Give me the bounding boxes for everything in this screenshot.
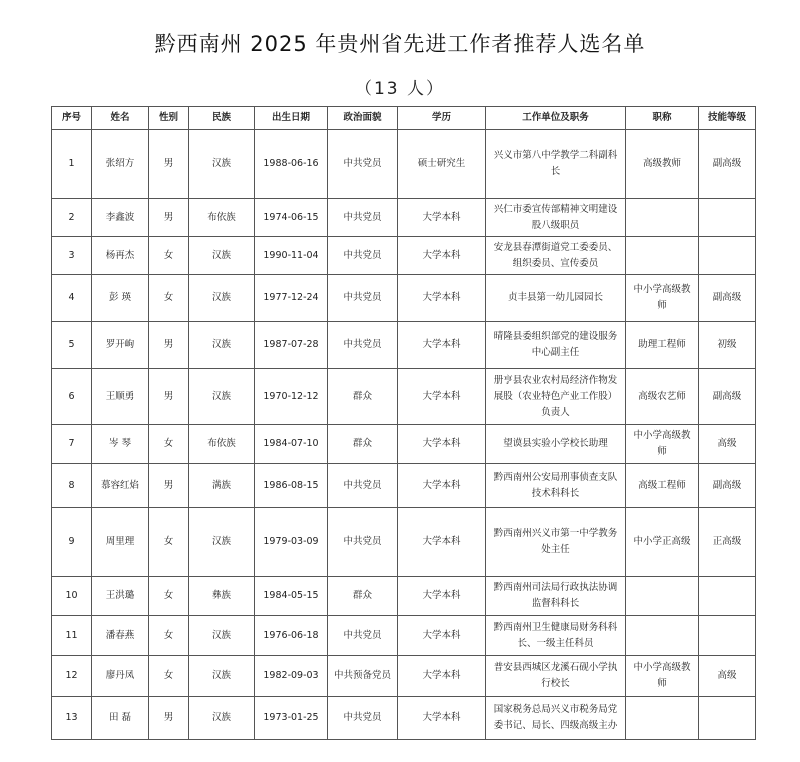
header-professional-title: 职称	[626, 107, 699, 130]
cell-political-status: 中共党员	[328, 130, 398, 199]
cell-education: 大学本科	[398, 369, 486, 425]
cell-education: 大学本科	[398, 199, 486, 237]
cell-political-status: 群众	[328, 369, 398, 425]
table-row	[52, 369, 756, 425]
cell-birth-date: 1990-11-04	[255, 237, 328, 275]
cell-name: 岑 琴	[92, 425, 149, 464]
cell-gender: 女	[149, 616, 189, 656]
cell-birth-date: 1973-01-25	[255, 697, 328, 740]
cell-index: 13	[52, 697, 92, 740]
table-row	[52, 275, 756, 322]
cell-birth-date: 1984-05-15	[255, 577, 328, 616]
cell-political-status: 中共党员	[328, 237, 398, 275]
header-gender: 性别	[149, 107, 189, 130]
cell-name: 罗开岣	[92, 322, 149, 369]
cell-political-status: 中共党员	[328, 322, 398, 369]
header-ethnicity: 民族	[189, 107, 255, 130]
table-header-row	[52, 107, 756, 130]
cell-index: 6	[52, 369, 92, 425]
cell-education: 大学本科	[398, 237, 486, 275]
cell-ethnicity: 汉族	[189, 616, 255, 656]
cell-name: 田 磊	[92, 697, 149, 740]
cell-education: 大学本科	[398, 275, 486, 322]
cell-birth-date: 1984-07-10	[255, 425, 328, 464]
cell-birth-date: 1974-06-15	[255, 199, 328, 237]
cell-education: 大学本科	[398, 656, 486, 697]
cell-name: 彭 瑛	[92, 275, 149, 322]
header-political-status: 政治面貌	[328, 107, 398, 130]
cell-name: 杨再杰	[92, 237, 149, 275]
cell-skill-level: 初级	[699, 322, 756, 369]
header-skill-level: 技能等级	[699, 107, 756, 130]
cell-gender: 男	[149, 697, 189, 740]
cell-workplace: 册亨县农业农村局经济作物发展股（农业特色产业工作股）负责人	[486, 369, 626, 425]
header-name: 姓名	[92, 107, 149, 130]
cell-gender: 男	[149, 369, 189, 425]
cell-birth-date: 1986-08-15	[255, 464, 328, 508]
table-row	[52, 464, 756, 508]
cell-index: 9	[52, 508, 92, 577]
cell-skill-level: 副高级	[699, 130, 756, 199]
cell-ethnicity: 汉族	[189, 130, 255, 199]
cell-professional-title: 中小学高级教师	[626, 656, 699, 697]
cell-gender: 女	[149, 275, 189, 322]
cell-name: 周里理	[92, 508, 149, 577]
cell-gender: 女	[149, 656, 189, 697]
table-row	[52, 237, 756, 275]
cell-name: 潘春燕	[92, 616, 149, 656]
cell-gender: 男	[149, 464, 189, 508]
cell-ethnicity: 汉族	[189, 275, 255, 322]
cell-political-status: 中共党员	[328, 508, 398, 577]
cell-index: 2	[52, 199, 92, 237]
table-body	[52, 130, 756, 740]
cell-education: 大学本科	[398, 697, 486, 740]
cell-skill-level: 高级	[699, 656, 756, 697]
cell-gender: 女	[149, 425, 189, 464]
cell-skill-level	[699, 697, 756, 740]
cell-professional-title: 助理工程师	[626, 322, 699, 369]
cell-birth-date: 1979-03-09	[255, 508, 328, 577]
cell-skill-level	[699, 616, 756, 656]
cell-ethnicity: 彝族	[189, 577, 255, 616]
cell-education: 大学本科	[398, 425, 486, 464]
table-row	[52, 616, 756, 656]
header-education: 学历	[398, 107, 486, 130]
cell-index: 3	[52, 237, 92, 275]
header-workplace: 工作单位及职务	[486, 107, 626, 130]
cell-workplace: 兴义市第八中学教学二科副科长	[486, 130, 626, 199]
cell-professional-title: 高级教师	[626, 130, 699, 199]
table-row	[52, 425, 756, 464]
cell-ethnicity: 汉族	[189, 508, 255, 577]
cell-professional-title	[626, 199, 699, 237]
cell-gender: 女	[149, 508, 189, 577]
table-row	[52, 322, 756, 369]
cell-ethnicity: 布依族	[189, 199, 255, 237]
cell-index: 5	[52, 322, 92, 369]
cell-index: 4	[52, 275, 92, 322]
cell-ethnicity: 汉族	[189, 656, 255, 697]
cell-skill-level: 副高级	[699, 369, 756, 425]
cell-education: 大学本科	[398, 508, 486, 577]
cell-ethnicity: 汉族	[189, 322, 255, 369]
cell-birth-date: 1976-06-18	[255, 616, 328, 656]
cell-skill-level	[699, 199, 756, 237]
cell-workplace: 黔西南州卫生健康局财务科科长、一级主任科员	[486, 616, 626, 656]
cell-gender: 男	[149, 130, 189, 199]
table-row	[52, 656, 756, 697]
cell-skill-level: 正高级	[699, 508, 756, 577]
cell-political-status: 中共党员	[328, 697, 398, 740]
cell-workplace: 望谟县实验小学校长助理	[486, 425, 626, 464]
cell-professional-title: 中小学正高级	[626, 508, 699, 577]
cell-skill-level: 高级	[699, 425, 756, 464]
cell-education: 大学本科	[398, 322, 486, 369]
cell-workplace: 兴仁市委宣传部精神文明建设股八级职员	[486, 199, 626, 237]
candidate-table	[51, 106, 756, 740]
cell-index: 11	[52, 616, 92, 656]
cell-gender: 男	[149, 199, 189, 237]
cell-workplace: 黔西南州公安局刑事侦查支队技术科科长	[486, 464, 626, 508]
cell-skill-level: 副高级	[699, 464, 756, 508]
cell-political-status: 群众	[328, 577, 398, 616]
cell-political-status: 中共党员	[328, 616, 398, 656]
cell-birth-date: 1988-06-16	[255, 130, 328, 199]
table-row	[52, 577, 756, 616]
cell-name: 王顺勇	[92, 369, 149, 425]
cell-professional-title: 中小学高级教师	[626, 275, 699, 322]
table-row	[52, 130, 756, 199]
cell-birth-date: 1977-12-24	[255, 275, 328, 322]
cell-workplace: 黔西南州兴义市第一中学教务处主任	[486, 508, 626, 577]
cell-ethnicity: 汉族	[189, 369, 255, 425]
cell-index: 12	[52, 656, 92, 697]
page-subtitle: （13 人）	[354, 79, 446, 99]
cell-workplace: 普安县西城区龙溪石砚小学执行校长	[486, 656, 626, 697]
cell-workplace: 晴隆县委组织部党的建设服务中心副主任	[486, 322, 626, 369]
cell-workplace: 黔西南州司法局行政执法协调监督科科长	[486, 577, 626, 616]
cell-education: 硕士研究生	[398, 130, 486, 199]
cell-index: 7	[52, 425, 92, 464]
cell-index: 1	[52, 130, 92, 199]
header-index: 序号	[52, 107, 92, 130]
cell-name: 王洪璐	[92, 577, 149, 616]
header-birth-date: 出生日期	[255, 107, 328, 130]
cell-workplace: 安龙县春潭街道党工委委员、组织委员、宣传委员	[486, 237, 626, 275]
cell-name: 张绍方	[92, 130, 149, 199]
cell-professional-title	[626, 616, 699, 656]
cell-political-status: 中共党员	[328, 464, 398, 508]
cell-workplace: 国家税务总局兴义市税务局党委书记、局长、四级高级主办	[486, 697, 626, 740]
cell-gender: 男	[149, 322, 189, 369]
cell-professional-title	[626, 237, 699, 275]
cell-index: 10	[52, 577, 92, 616]
table-row	[52, 508, 756, 577]
cell-skill-level	[699, 237, 756, 275]
cell-education: 大学本科	[398, 464, 486, 508]
cell-political-status: 群众	[328, 425, 398, 464]
cell-professional-title	[626, 577, 699, 616]
page-title: 黔西南州 2025 年贵州省先进工作者推荐人选名单	[154, 32, 646, 56]
cell-education: 大学本科	[398, 577, 486, 616]
cell-political-status: 中共党员	[328, 199, 398, 237]
cell-professional-title: 高级农艺师	[626, 369, 699, 425]
cell-ethnicity: 满族	[189, 464, 255, 508]
cell-gender: 女	[149, 237, 189, 275]
cell-workplace: 贞丰县第一幼儿园园长	[486, 275, 626, 322]
cell-professional-title	[626, 697, 699, 740]
cell-professional-title: 高级工程师	[626, 464, 699, 508]
cell-name: 李鑫波	[92, 199, 149, 237]
table-row	[52, 199, 756, 237]
cell-ethnicity: 布依族	[189, 425, 255, 464]
cell-ethnicity: 汉族	[189, 697, 255, 740]
cell-index: 8	[52, 464, 92, 508]
cell-ethnicity: 汉族	[189, 237, 255, 275]
cell-professional-title: 中小学高级教师	[626, 425, 699, 464]
cell-birth-date: 1982-09-03	[255, 656, 328, 697]
cell-skill-level	[699, 577, 756, 616]
cell-name: 慕容红焰	[92, 464, 149, 508]
cell-birth-date: 1987-07-28	[255, 322, 328, 369]
cell-political-status: 中共党员	[328, 275, 398, 322]
cell-political-status: 中共预备党员	[328, 656, 398, 697]
cell-gender: 女	[149, 577, 189, 616]
cell-birth-date: 1970-12-12	[255, 369, 328, 425]
cell-education: 大学本科	[398, 616, 486, 656]
table-row	[52, 697, 756, 740]
cell-name: 廖丹凤	[92, 656, 149, 697]
cell-skill-level: 副高级	[699, 275, 756, 322]
